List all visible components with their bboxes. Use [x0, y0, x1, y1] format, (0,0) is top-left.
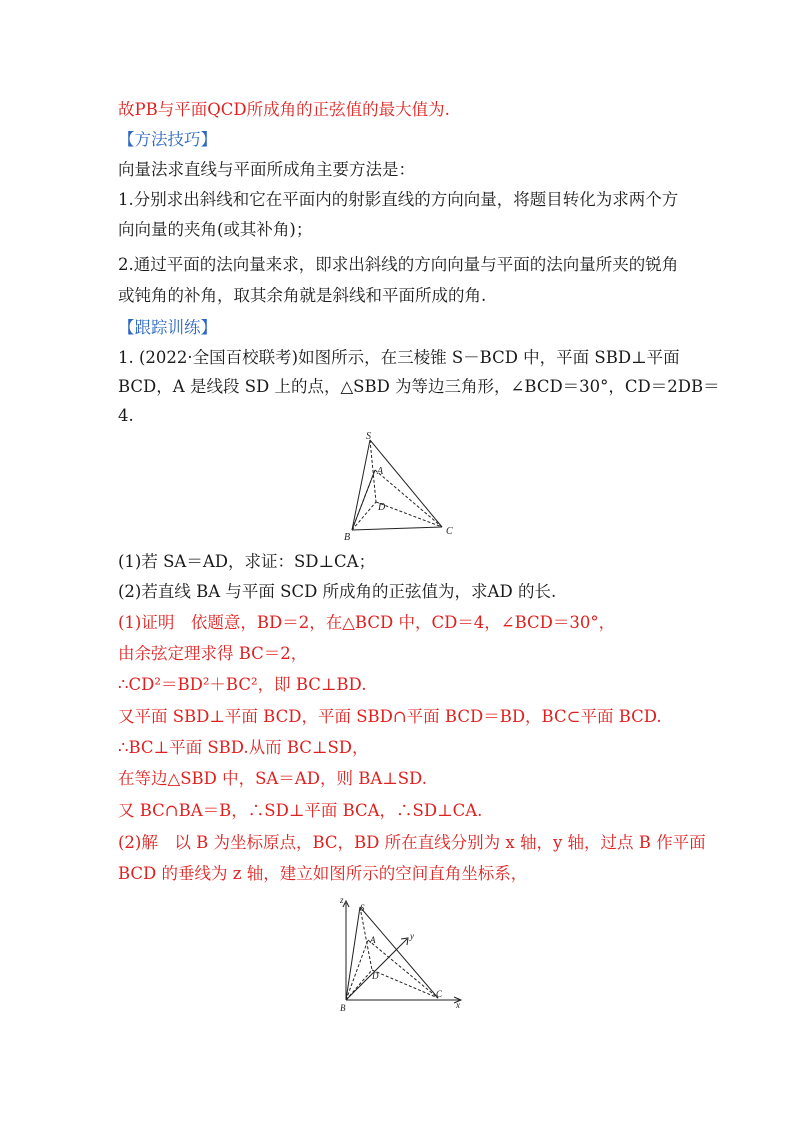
problem-line-2: BCD，A 是线段 SD 上的点，△SBD 为等边三角形，∠BCD＝30°，CD＝2DB＝ [118, 377, 720, 396]
label-c: C [446, 526, 453, 537]
method-intro: 向量法求直线与平面所成角主要方法是： [118, 160, 415, 179]
proof-line-6: 在等边△SBD 中，SA＝AD，则 BA⊥SD. [118, 769, 427, 788]
section-heading-training: 【跟踪训练】 [118, 318, 217, 337]
proof-line-2: 由余弦定理求得 BC＝2， [118, 644, 308, 663]
label-s2: S [360, 903, 365, 913]
proof-line-7: 又 BC∩BA＝B，∴SD⊥平面 BCA，∴SD⊥CA. [118, 801, 483, 820]
label-c2: C [436, 989, 443, 999]
conclusion-line: 故PB与平面QCD所成角的正弦值的最大值为. [118, 100, 450, 119]
method-item-1: 1.分别求出斜线和它在平面内的射影直线的方向向量，将题目转化为求两个方 [118, 190, 679, 209]
method-item-2-cont: 或钝角的补角，取其余角就是斜线和平面所成的角. [118, 286, 487, 305]
question-1: (1)若 SA＝AD，求证：SD⊥CA； [118, 552, 376, 571]
label-y: y [410, 931, 414, 941]
label-s: S [366, 431, 371, 442]
label-d2: D [372, 971, 379, 981]
problem-line-3: 4. [118, 406, 134, 425]
method-item-1-cont: 向向量的夹角(或其补角)； [118, 220, 313, 239]
solution-line-2: BCD 的垂线为 z 轴，建立如图所示的空间直角坐标系， [118, 864, 528, 883]
label-b2: B [340, 1003, 346, 1013]
label-a2: A [370, 935, 376, 945]
proof-line-4: 又平面 SBD⊥平面 BCD，平面 SBD∩平面 BCD＝BD，BC⊂平面 BCD. [118, 707, 662, 726]
question-2: (2)若直线 BA 与平面 SCD 所成角的正弦值为，求AD 的长. [118, 582, 557, 601]
proof-line-5: ∴BC⊥平面 SBD.从而 BC⊥SD， [118, 738, 369, 757]
label-d: D [378, 502, 386, 513]
section-heading-method: 【方法技巧】 [118, 130, 217, 149]
solution-line-1: (2)解 以 B 为坐标原点，BC，BD 所在直线分别为 x 轴，y 轴，过点 B 作平面 [118, 833, 706, 852]
label-b: B [344, 532, 351, 543]
label-a: A [377, 466, 384, 477]
method-item-2: 2.通过平面的法向量来求，即求出斜线的方向向量与平面的法向量所夹的锐角 [118, 255, 679, 274]
label-x: x [456, 1000, 460, 1010]
proof-line-3: ∴CD²＝BD²＋BC²，即 BC⊥BD. [118, 675, 367, 694]
coordinate-figure [330, 895, 470, 1015]
label-z: z [340, 895, 344, 905]
proof-line-1: (1)证明 依题意，BD＝2，在△BCD 中，CD＝4，∠BCD＝30°， [118, 613, 616, 632]
problem-line-1: 1. (2022·全国百校联考)如图所示，在三棱锥 S－BCD 中，平面 SBD⊥平面 [118, 348, 680, 367]
pyramid-figure [330, 430, 470, 545]
